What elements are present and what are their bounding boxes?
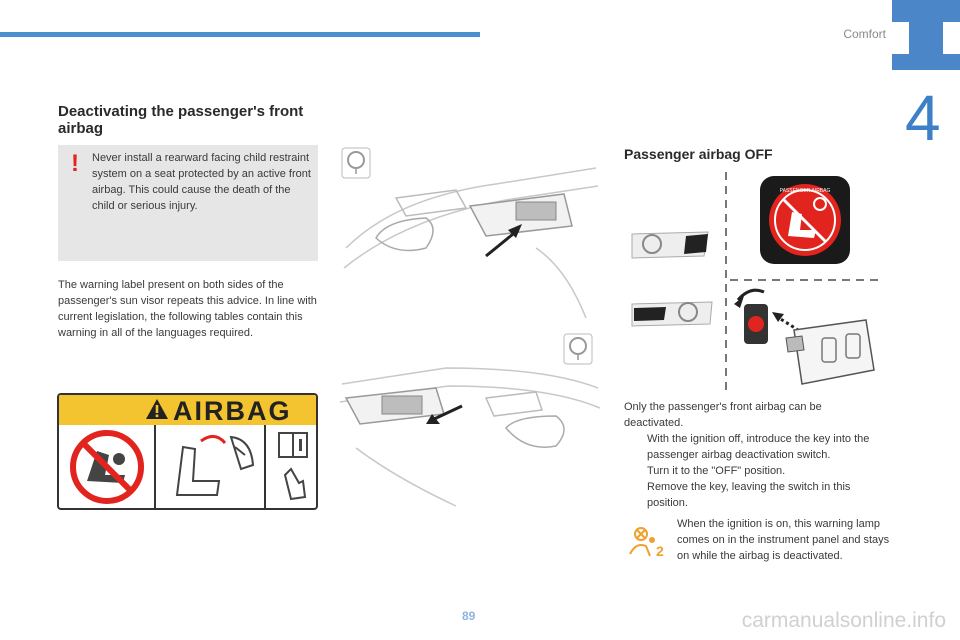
chapter-number: 4 (905, 82, 941, 154)
page-number: 89 (462, 609, 476, 623)
page-title: Deactivating the passenger's front airbag (58, 103, 304, 137)
sun-visor-illustration-bottom (336, 328, 604, 510)
airbag-label-pictograms (59, 425, 316, 508)
warning-icon: ! (71, 150, 79, 177)
section-title: Passenger airbag OFF (624, 146, 773, 162)
warning-text: Never install a rearward facing child restraint system on a seat protected by an active front airbag. This could cause the death of the child or serious injury. (92, 152, 311, 212)
airbag-label-title: AIRBAG (173, 396, 292, 426)
airbag-switch-illustration (626, 170, 882, 392)
chapter-tab-icon-base (892, 54, 960, 70)
switch-label-text: PASSENGER AIRBAG (779, 188, 831, 194)
instructions-block (624, 399, 884, 511)
intro-text: Only the passenger's front airbag can be deactivated. (624, 401, 822, 429)
step-text: With the ignition off, introduce the key into the passenger airbag deactivation switch. (647, 433, 870, 461)
step-text: Remove the key, leaving the switch in this position. (647, 481, 851, 509)
airbag-off-warning-lamp-icon (628, 526, 668, 558)
watermark: carmanualsonline.info (741, 609, 946, 632)
step-item (624, 431, 884, 463)
step-text: Turn it to the "OFF" position. (647, 465, 786, 477)
chapter-tab-icon-stem (909, 22, 943, 54)
svg-text:2: 2 (656, 543, 664, 558)
sun-visor-illustration-top (336, 138, 604, 320)
section-label: Comfort (843, 27, 886, 41)
step-item (624, 463, 884, 479)
airbag-warning-label (57, 393, 318, 510)
warning-lamp-text: When the ignition is on, this warning lamp comes on in the instrument panel and stays on while the airbag is deactivated. (677, 518, 890, 562)
body-text: The warning label present on both sides of the passenger's sun visor repeats this advice. In line with current legislation, the following tables contain this warning in all of the languages required. (58, 279, 317, 339)
header-accent-bar (0, 32, 480, 37)
warning-triangle-icon (145, 398, 169, 420)
chapter-tab-icon (892, 0, 960, 22)
step-item (624, 479, 884, 511)
